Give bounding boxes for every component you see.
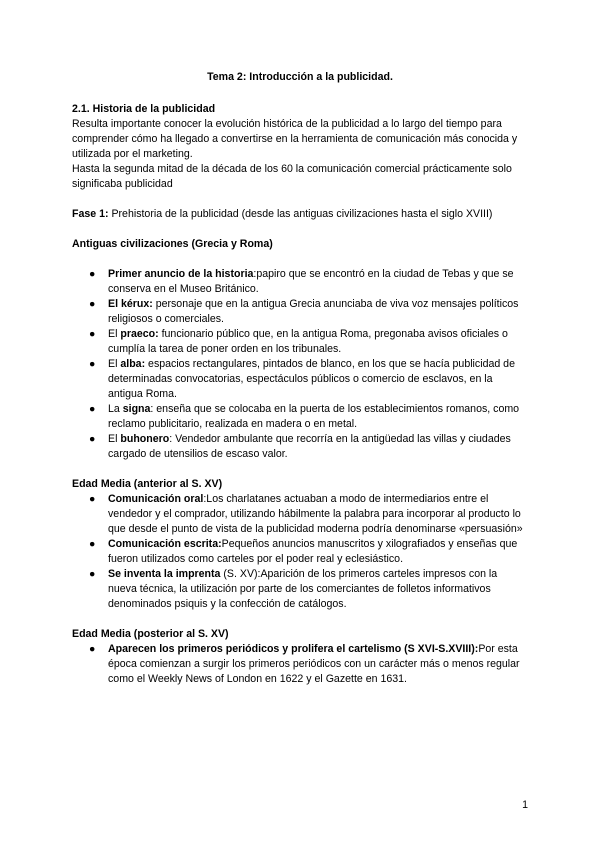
intro-paragraph-2: Hasta la segunda mitad de la década de los 60 la comunicación comercial prácticamente solo significaba publicidad — [72, 163, 512, 190]
list-item — [72, 567, 528, 612]
list-item-bold: Primer anuncio de la historia — [108, 268, 254, 280]
fase-1-label: Fase 1: — [72, 208, 109, 220]
list-item — [72, 402, 528, 432]
bullet-icon: ● — [89, 358, 96, 370]
list-item-bold: buhonero — [120, 433, 170, 445]
list-item-rest: : Vendedor ambulante que recorría en la antigüedad las villas y ciudades cargado de utensilios de escaso valor. — [108, 433, 511, 460]
list-item-rest: Pequeños anuncios manuscritos y xilografiados y enseñas que fueron utilizados como carteles por el poder real y eclesiástico. — [108, 538, 518, 565]
list-item — [72, 357, 528, 402]
edad-media-anterior-list — [72, 492, 528, 612]
list-item-pre: La — [108, 403, 123, 415]
list-item-rest: (S. XV):Aparición de los primeros carteles impresos con la nueva técnica, la utilización por parte de los comerciantes de folletos informativos denominados psiquis y la confección de catálogos. — [108, 568, 498, 610]
list-item-rest: personaje que en la antigua Grecia anunciaba de viva voz mensajes políticos religiosos o comerciales. — [108, 298, 519, 325]
edad-media-posterior-heading: Edad Media (posterior al S. XV) — [72, 628, 229, 640]
list-item — [72, 537, 528, 567]
bullet-icon: ● — [89, 568, 96, 580]
list-item-rest: espacios rectangulares, pintados de blanco, en los que se hacía publicidad de determinadas convocatorias, espectáculos públicos o comercio de esclavos, en la antigua Roma. — [108, 358, 515, 400]
bullet-icon: ● — [89, 538, 96, 550]
bullet-icon: ● — [89, 328, 96, 340]
intro-paragraph-1: Resulta importante conocer la evolución histórica de la publicidad a lo largo del tiempo para comprender cómo ha llegado a convertirse en la herramienta de comunicación más conocida y utilizada por el marketing. — [72, 118, 518, 160]
list-item-rest: :Los charlatanes actuaban a modo de intermediarios entre el vendedor y el comprador, utilizando hábilmente la palabra para incorporar al producto lo que desde el punto de vista de la publicidad moderna podría denominarse «persuasión» — [108, 493, 523, 535]
list-item-bold: Comunicación escrita: — [108, 538, 222, 550]
bullet-icon: ● — [89, 298, 96, 310]
list-item-bold: El kérux: — [108, 298, 153, 310]
list-item-bold: Comunicación oral — [108, 493, 204, 505]
fase-1-line — [72, 207, 528, 222]
list-item — [72, 432, 528, 462]
list-item-pre: El — [108, 358, 121, 370]
list-item — [72, 267, 528, 297]
list-item-pre: El — [108, 433, 121, 445]
list-item-bold: Aparecen los primeros periódicos y prolifera el cartelismo (S XVI-S.XVIII): — [108, 643, 479, 655]
page-number: 1 — [522, 799, 528, 811]
antiguas-list — [72, 267, 528, 462]
bullet-icon: ● — [89, 643, 96, 655]
bullet-icon: ● — [89, 433, 96, 445]
list-item-rest: :papiro que se encontró en la ciudad de Tebas y que se conserva en el Museo Británico. — [108, 268, 514, 295]
fase-1-text: Prehistoria de la publicidad (desde las antiguas civilizaciones hasta el siglo XVIII) — [108, 208, 493, 220]
list-item — [72, 492, 528, 537]
list-item-bold: signa — [122, 403, 151, 415]
edad-media-anterior-heading: Edad Media (anterior al S. XV) — [72, 478, 223, 490]
list-item-pre: El — [108, 328, 121, 340]
list-item-rest: : enseña que se colocaba en la puerta de los establecimientos romanos, como reclamo publicitario, realizada en madera o en metal. — [108, 403, 520, 430]
document-body — [72, 102, 528, 687]
bullet-icon: ● — [89, 493, 96, 505]
list-item-rest: funcionario público que, en la antigua Roma, pregonaba avisos oficiales o cumplía la tarea de poner orden en los tribunales. — [108, 328, 508, 355]
list-item — [72, 297, 528, 327]
list-item-bold: Se inventa la imprenta — [108, 568, 221, 580]
list-item-rest: Por esta época comienzan a surgir los primeros periódicos con un carácter más o menos regular como el Weekly News of London en 1622 y el Gazette en 1631. — [108, 643, 520, 685]
list-item-bold: alba: — [120, 358, 146, 370]
list-item — [72, 642, 528, 687]
list-item — [72, 327, 528, 357]
antiguas-heading: Antiguas civilizaciones (Grecia y Roma) — [72, 238, 273, 250]
document-title: Tema 2: Introducción a la publicidad. — [207, 71, 393, 83]
bullet-icon: ● — [89, 268, 96, 280]
bullet-icon: ● — [89, 403, 96, 415]
edad-media-posterior-list — [72, 642, 528, 687]
section-heading: 2.1. Historia de la publicidad — [72, 103, 216, 115]
list-item-bold: praeco: — [120, 328, 159, 340]
